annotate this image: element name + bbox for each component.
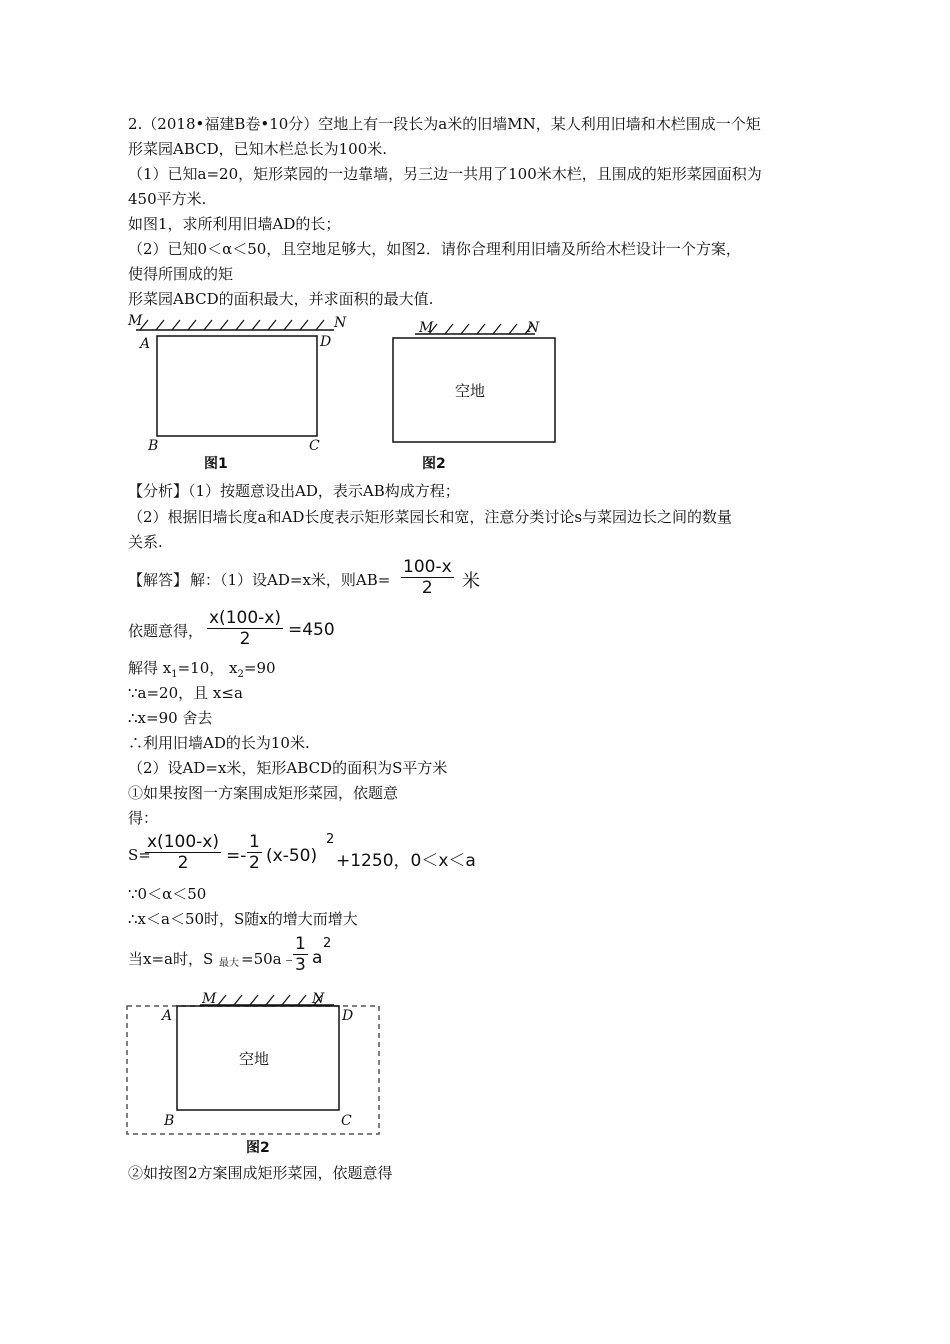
fig1-label-a: A [140,336,151,352]
analysis-text-1: （1）按题意设出AD，表示AB构成方程； [188,482,460,500]
fraction-denominator: 2 [177,853,189,873]
problem-line-3: （1）已知a=20，矩形菜园的一边靠墙，另三边一共用了100米木栏，且围成的矩形菜园面积为 [128,165,762,183]
solution-step-10-fraction-2 [247,832,262,873]
problem-line-6: （2）已知0＜α＜50，且空地足够大，如图2．请你合理利用旧墙及所给木栏设计一个方案， [128,240,741,258]
fraction-numerator: 100-x [403,557,452,577]
solution-step-3-b: =10， x [177,659,238,677]
solution-step-10-paren: (x-50) [266,846,318,866]
solution-step-1-fraction [401,557,454,598]
fig3-label-m: M [202,991,217,1007]
fraction-denominator: 2 [239,629,251,649]
fraction-numerator: 1 [249,832,260,852]
fig3-label-b: B [164,1113,175,1129]
solution-step-2-suffix: =450 [288,620,335,640]
solution-step-2-prefix: 依题意得， [128,622,204,640]
solution-step-2-fraction [207,608,283,649]
fraction-numerator: x(100-x) [147,832,219,852]
subscript-max: 最大 [219,958,239,969]
solution-line-8: ①如果按图一方案围成矩形菜园，依题意 [128,784,399,802]
solution-line-6: ∴利用旧墙AD的长为10米. [128,734,310,752]
problem-line-1: 2.（2018•福建B卷•10分）空地上有一段长为a米的旧墙MN，某人利用旧墙和木栏围成一个矩 [128,115,761,133]
solution-step-1-prefix: 解：（1）设AD=x米，则AB= [190,571,391,589]
figure-3 [122,984,384,1158]
solution-step-13-exponent: 2 [323,936,332,951]
fraction-numerator: 1 [295,934,306,954]
fig2-label-m: M [419,320,434,336]
solution-line-3 [128,658,276,685]
problem-line-8: 形菜园ABCD的面积最大，并求面积的最大值. [128,290,434,308]
solution-line-5: ∴x=90 舍去 [128,709,213,727]
solution-step-13-prefix: 当x=a时，S [128,950,214,968]
problem-line-7: 使得所围成的矩 [128,265,234,283]
analysis-tag: 【分析】 [128,482,189,500]
problem-line-4: 450平方米. [128,190,207,208]
solution-step-3-a: 解得 x [128,659,172,677]
solution-step-13-a: a [312,948,323,968]
fraction-denominator: 2 [249,853,260,873]
solution-step-13-fraction [293,934,308,975]
solution-line-4: ∵a=20，且 x≤a [128,684,243,702]
solution-line-11: ∵0＜α＜50 [128,885,207,903]
fig3-label-d: D [342,1008,354,1024]
fig3-label-c: C [341,1113,352,1129]
fig1-label-m: M [128,313,143,329]
fig3-label-a: A [162,1008,173,1024]
analysis-line-1 [128,481,460,501]
fig3-center-label: 空地 [239,1050,270,1068]
problem-line-5: 如图1，求所利用旧墙AD的长； [128,215,341,233]
solution-tag: 【解答】 [128,571,189,589]
solution-line-12: ∴x＜a＜50时，S随x的增大而增大 [128,910,358,928]
solution-step-10-tail: +1250，0＜x＜a [336,851,476,871]
solution-step-10-mid: =- [226,846,247,866]
fig1-label-n: N [334,315,347,331]
fig2-label-n: N [527,320,540,336]
solution-line-14: ②如按图2方案围成矩形菜园，依题意得 [128,1164,393,1182]
fraction-denominator: 2 [421,578,433,598]
subscript-2: 2 [237,669,244,680]
solution-step-3-c: =90 [243,659,276,677]
solution-step-1-suffix: 米 [462,571,480,592]
solution-line-9: 得： [128,809,159,827]
figure-1 [120,312,350,474]
fraction-numerator: x(100-x) [209,608,281,628]
fig3-caption: 图2 [246,1140,270,1156]
fig1-caption: 图1 [204,456,228,472]
problem-line-2: 形菜园ABCD，已知木栏总长为100米. [128,140,388,158]
subscript-1: 1 [171,669,178,680]
solution-step-10-prefix: S= [128,846,151,864]
fig1-label-d: D [320,334,332,350]
fig1-label-c: C [309,438,320,454]
fig2-caption: 图2 [422,456,446,472]
figure-2 [385,312,565,474]
fig3-label-n: N [312,991,325,1007]
solution-line-7: （2）设AD=x米，矩形ABCD的面积为S平方米 [128,759,448,777]
solution-step-13-mid: =50a﹣ [241,950,297,968]
solution-step-10-exponent: 2 [326,832,335,847]
fraction-denominator: 3 [295,955,306,975]
analysis-line-3: 关系. [128,533,163,551]
analysis-line-2: （2）根据旧墙长度a和AD长度表示矩形菜园长和宽，注意分类讨论s与菜园边长之间的数量 [128,508,733,526]
solution-step-10-fraction-1 [145,832,221,873]
fig2-center-label: 空地 [455,382,486,400]
fig1-label-b: B [148,438,159,454]
